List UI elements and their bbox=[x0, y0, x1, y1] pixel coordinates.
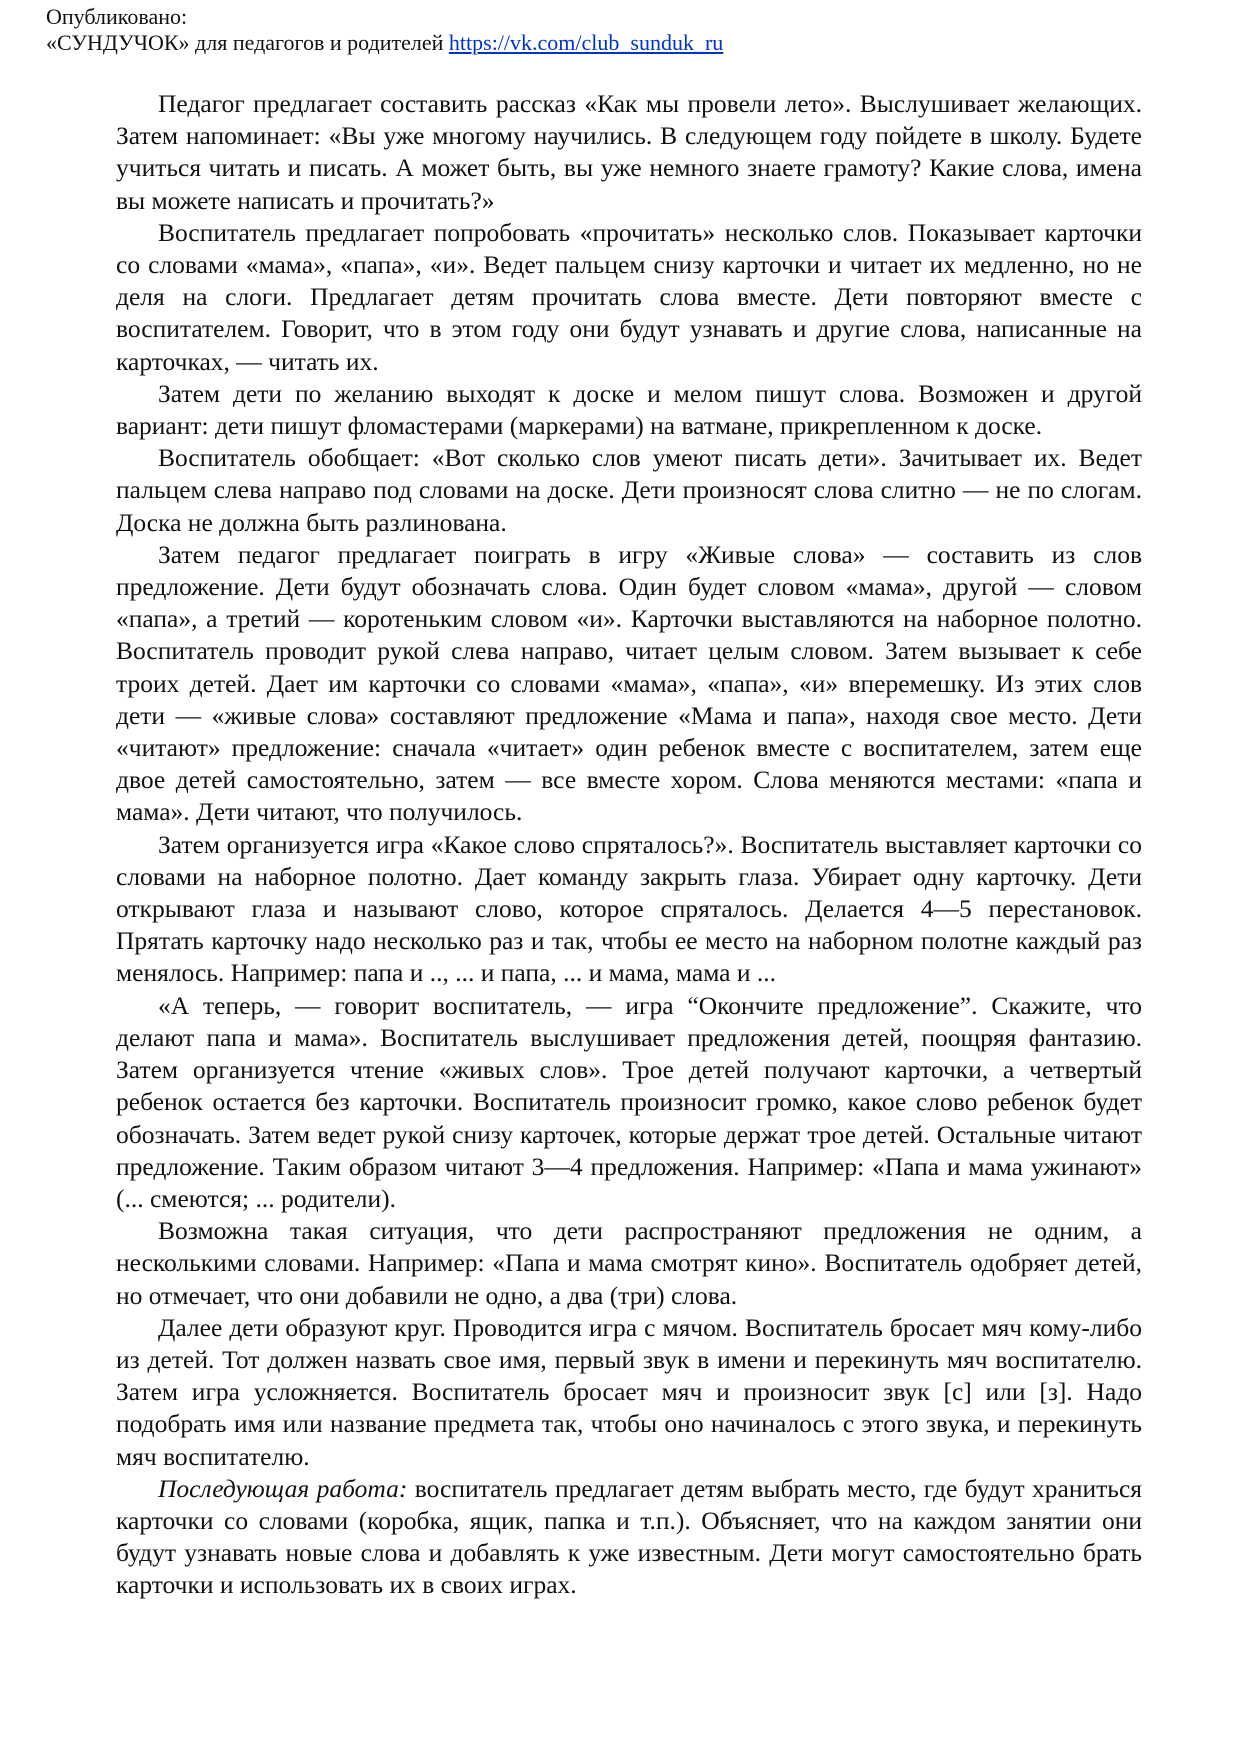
page-header bbox=[46, 4, 723, 56]
paragraph-9: Далее дети образуют круг. Проводится игра с мячом. Воспитатель бросает мяч кому-либо из детей. Тот должен назвать свое имя, первый звук в имени и перекинуть мяч воспитателю. Затем игра усложняется. Воспитатель бросает мяч и произносит звук [с] или [з]. Надо подобрать имя или название предмета так, чтобы оно начиналось с этого звука, и перекинуть мяч воспитателю. bbox=[116, 1312, 1142, 1471]
paragraph-4: Воспитатель обобщает: «Вот сколько слов умеют писать дети». Зачитывает их. Ведет пальцем слева направо под словами на доске. Дети произносят слова слитно — не по слогам. Доска не должна быть разлинована. bbox=[116, 443, 1142, 537]
source-text: «СУНДУЧОК» для педагогов и родителей bbox=[46, 30, 444, 55]
published-label: Опубликовано: bbox=[46, 4, 188, 29]
paragraph-8: Возможна такая ситуация, что дети распространяют предложения не одним, а несколькими словами. Например: «Папа и мама смотрят кино». Воспитатель одобряет детей, но отмечает, что они добавили не одно, а два (три) слова. bbox=[116, 1216, 1142, 1310]
paragraph-2: Воспитатель предлагает попробовать «прочитать» несколько слов. Показывает карточки со словами «мама», «папа», «и». Ведет пальцем снизу карточки и читает их медленно, но не деля на слоги. Предлагает детям прочитать слова вместе. Дети повторяют вместе с воспитателем. Говорит, что в этом году они будут узнавать и другие слова, написанные на карточках, — читать их. bbox=[116, 217, 1142, 376]
paragraph-3: Затем дети по желанию выходят к доске и мелом пишут слова. Возможен и другой вариант: дети пишут фломастерами (маркерами) на ватмане, прикрепленном к доске. bbox=[116, 378, 1142, 441]
source-line bbox=[46, 30, 723, 56]
follow-up-label: Последующая работа: bbox=[158, 1473, 408, 1503]
source-link[interactable]: https://vk.com/club_sunduk_ru bbox=[448, 30, 724, 55]
paragraph-1: Педагог предлагает составить рассказ «Как мы провели лето». Выслушивает желающих. Затем напоминает: «Вы уже многому научились. В следующем году пойдете в школу. Будете учиться читать и писать. А может быть, вы уже немного знаете грамоту? Какие слова, имена вы можете написать и прочитать?» bbox=[116, 89, 1142, 215]
paragraph-7: «А теперь, — говорит воспитатель, — игра “Окончите предложение”. Скажите, что делают папа и мама». Воспитатель выслушивает предложения детей, поощряя фантазию. Затем организуется чтение «живых слов». Трое детей получают карточки, а четвертый ребенок остается без карточки. Воспитатель произносит громко, какое слово ребенок будет обозначать. Затем ведет рукой снизу карточек, которые держат трое детей. Остальные читают предложение. Таким образом читают 3—4 предложения. Например: «Папа и мама ужинают» (... смеются; ... родители). bbox=[116, 990, 1142, 1213]
paragraph-6: Затем организуется игра «Какое слово спряталось?». Воспитатель выставляет карточки со словами на наборное полотно. Дает команду закрыть глаза. Убирает одну карточку. Дети открывают глаза и называют слово, которое спряталось. Делается 4—5 перестановок. Прятать карточку надо несколько раз и так, чтобы ее место на наборном полотне каждый раз менялось. Например: папа и .., ... и папа, ... и мама, мама и ... bbox=[116, 829, 1142, 988]
follow-up-text: воспитатель предлагает детям выбрать место, где будут храниться карточки со словами (коробка, ящик, папка и т.п.). Объясняет, что на каждом занятии они будут узнавать новые слова и добавлять к уже известным. Дети могут самостоятельно брать карточки и использовать их в своих играх. bbox=[116, 1473, 1142, 1600]
document-body bbox=[116, 88, 1142, 1602]
paragraph-5: Затем педагог предлагает поиграть в игру «Живые слова» — составить из слов предложение. Дети будут обозначать слова. Один будет словом «мама», другой — словом «папа», а третий — коротеньким словом «и». Карточки выставляются на наборное полотно. Воспитатель проводит рукой слева направо, читает целым словом. Затем вызывает к себе троих детей. Дает им карточки со словами «мама», «папа», «и» вперемешку. Из этих слов дети — «живые слова» составляют предложение «Мама и папа», находя свое место. Дети «читают» предложение: сначала «читает» один ребенок вместе с воспитателем, затем еще двое детей самостоятельно, затем — все вместе хором. Слова меняются местами: «папа и мама». Дети читают, что получилось. bbox=[116, 539, 1142, 827]
paragraph-final bbox=[116, 1473, 1142, 1602]
